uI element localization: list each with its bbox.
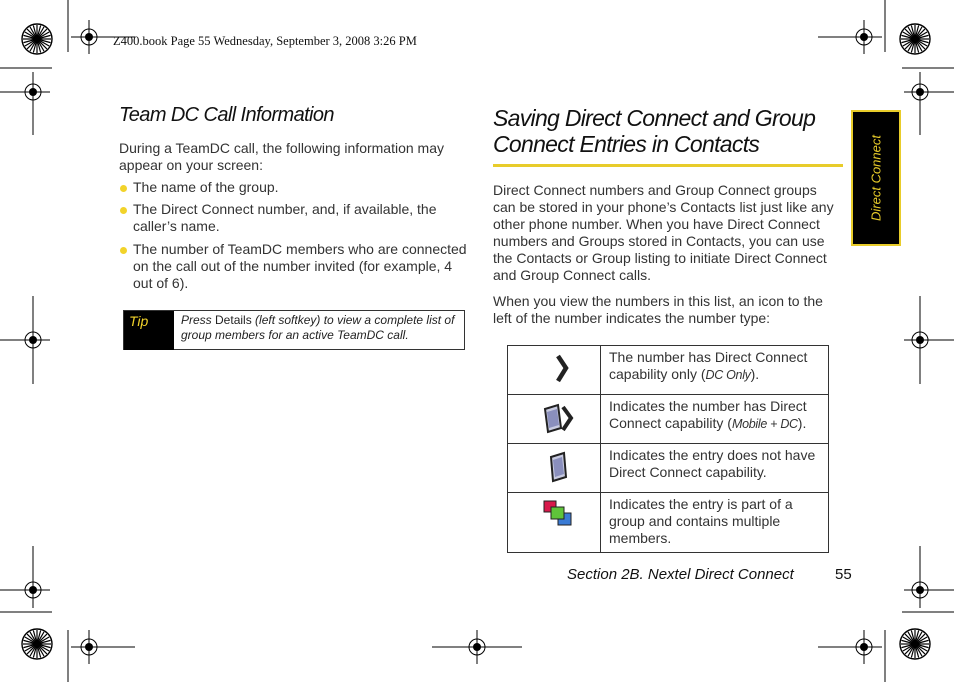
mobile-dc-icon [508, 395, 600, 439]
intro-paragraph: During a TeamDC call, the following information may appear on your screen: [119, 140, 444, 173]
list-item: The name of the group. [119, 179, 463, 196]
icon-description: The number has Direct Connect capability only (DC Only). [601, 346, 829, 395]
print-header: Z400.book Page 55 Wednesday, September 3, 2008 3:26 PM [113, 34, 417, 48]
section-heading: Team DC Call Information [119, 104, 334, 126]
icon-description: Indicates the entry is part of a group and contains multiple members. [601, 493, 829, 553]
table-row [508, 493, 829, 553]
footer-section: Section 2B. Nextel Direct Connect [567, 566, 794, 583]
list-item: The Direct Connect number, and, if available, the caller’s name. [119, 201, 463, 235]
table-row [508, 346, 829, 395]
icon-description: Indicates the number has Direct Connect capability (Mobile + DC). [601, 395, 829, 444]
icon-cell [508, 395, 601, 444]
chapter-tab-label: Direct Connect [868, 135, 884, 221]
tip-box [123, 310, 465, 350]
tip-text: Press Details (left softkey) to view a complete list of group members for an active TeamDC call. [181, 313, 455, 342]
body-paragraph: When you view the numbers in this list, an icon to the left of the number indicates the number type: [493, 293, 823, 326]
icon-cell [508, 493, 601, 553]
table-row [508, 395, 829, 444]
page-number: 55 [835, 566, 852, 583]
icon-legend-table [507, 345, 829, 553]
table-row [508, 444, 829, 493]
group-icon [508, 493, 600, 533]
icon-description: Indicates the entry does not have Direct Connect capability. [601, 444, 829, 493]
details-softkey-label: Details [215, 313, 252, 327]
list-item: The number of TeamDC members who are connected on the call out of the number invited (for example, 4 out of 6). [119, 241, 468, 292]
tip-label: Tip [124, 311, 174, 350]
mobile-phone-icon [508, 444, 600, 488]
title-rule [493, 164, 843, 167]
dc-chevron-icon [508, 346, 600, 390]
icon-cell [508, 444, 601, 493]
chapter-tab [851, 110, 901, 246]
body-paragraph: Direct Connect numbers and Group Connect groups can be stored in your phone’s Contacts list just like any other phone number. When you have Direct Connect numbers and Groups stored in Contacts, you can use the Contacts or Group listing to initiate Direct Connect and Group Connect calls. [493, 182, 834, 283]
icon-cell [508, 346, 601, 395]
page-title: Saving Direct Connect and Group Connect Entries in Contacts [493, 105, 816, 157]
